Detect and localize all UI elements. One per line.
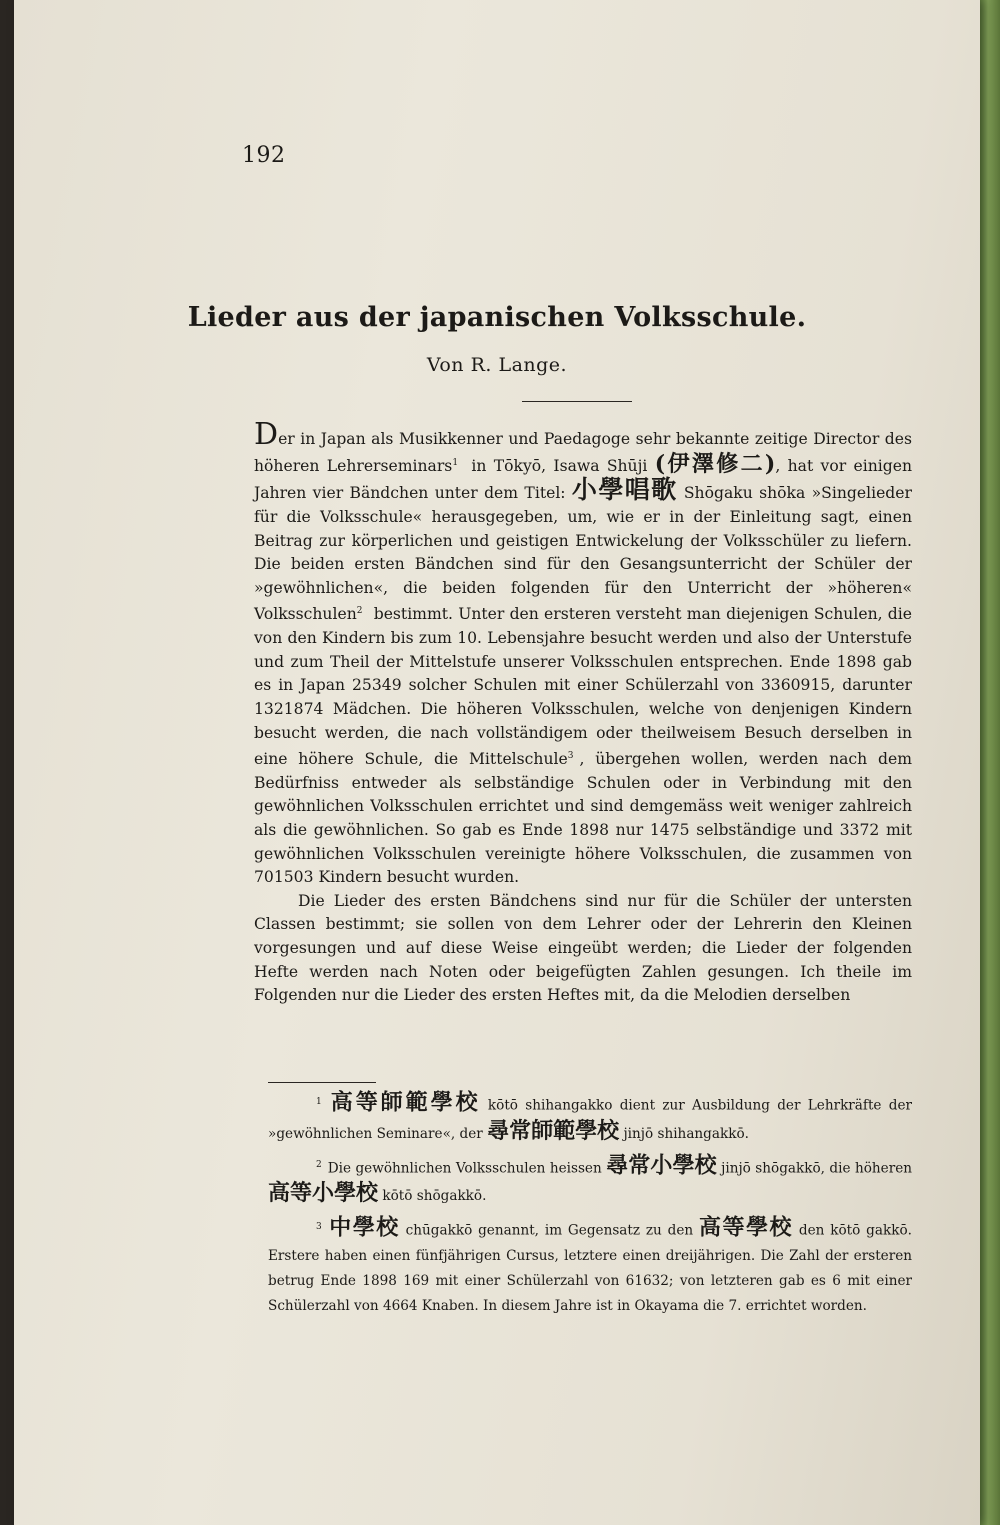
paragraph-1-text-c: , hat vor einigen Jahren vier Bändchen unter dem Titel:	[254, 456, 912, 503]
paragraph-1	[254, 417, 913, 890]
title-divider	[522, 401, 632, 402]
footnote-2	[268, 1153, 912, 1210]
japanese-book-title: 小學唱歌	[571, 475, 678, 505]
footnote-japanese-term: 高等小學校	[268, 1180, 379, 1207]
footnote-mark: 2	[316, 1159, 322, 1170]
book-page	[14, 0, 980, 1525]
footnote-text: kōtō shihangakko dient zur Ausbildung der Lehrkräfte der »gewöhnlichen Seminare«, der	[268, 1097, 912, 1142]
footnote-text: jinjō shōgakkō, die höheren	[716, 1160, 912, 1177]
paragraph-1-text-b: in Tōkyō, Isawa Shūji	[464, 456, 655, 475]
footnote-text: chūgakkō genannt, im Gegensatz zu den	[399, 1222, 699, 1239]
footnote-text: den kōtō gakkō. Erstere haben einen fünfjährigen Cursus, letztere einen dreijährigen. Die Zahl der ersteren betrug Ende 1898 169 mit einer Schülerzahl von 61632; von letzteren gab es 6 mit einer Schülerzahl von 4664 Knaben. In diesem Jahre ist in Okayama die 7. errichtet worden.	[268, 1222, 912, 1314]
paragraph-1-text-e: bestimmt. Unter den ersteren versteht man diejenigen Schulen, die von den Kindern bis zum 10. Lebensjahre besucht werden und also der Unterstufe und zum Theil der Mittelstufe unserer Volksschulen entsprechen. Ende 1898 gab es in Japan 25349 solcher Schulen mit einer Schülerzahl von 3360915, darunter 1321874 Mädchen. Die höheren Volksschulen, welche von denjenigen Kindern besucht werden, die nach vollständigem oder theilweisem Besuch derselben in eine höhere Schule, die Mittelschule	[254, 605, 912, 769]
footnote-japanese-term: 中學校	[327, 1214, 400, 1241]
book-cover-edge	[980, 0, 1000, 1525]
article-byline: Von R. Lange.	[426, 354, 568, 376]
footnote-text: Die gewöhnlichen Volksschulen heissen	[327, 1160, 607, 1177]
article-title: Lieder aus der japanischen Volksschule.	[187, 302, 807, 333]
paragraph-1-text-a: er in Japan als Musikkenner und Paedagoge sehr bekannte zeitige Director des höheren Lehrerseminars	[254, 430, 912, 475]
footnote-ref-1: 1	[452, 457, 459, 468]
footnote-text: kōtō shōgakkō.	[378, 1188, 487, 1205]
paragraph-2: Die Lieder des ersten Bändchens sind nur für die Schüler der untersten Classen bestimmt; sie sollen von dem Lehrer oder der Lehrerin den Kleinen vorgesungen und auf diese Weise eingeübt werden; die Lieder der folgenden Hefte werden nach Noten oder beigefügten Zahlen gesungen. Ich theile im Folgenden nur die Lieder des ersten Heftes mit, da die Melodien derselben	[254, 891, 912, 1005]
footnote-text: jinjō shihangakkō.	[619, 1125, 749, 1142]
footnote-japanese-term: 高等學校	[698, 1214, 794, 1241]
paragraph-1-text-f: , übergehen wollen, werden nach dem Bedürfniss entweder als selbständige Schulen oder in Verbindung mit den gewöhnlichen Volksschulen errichtet und sind demgemäss weit weniger zahlreich als die gewöhnlichen. So gab es Ende 1898 nur 1475 selbständige und 3372 mit gewöhnlichen Volksschulen vereinigte höhere Volksschulen, die zusammen von 701503 Kindern besucht wurden.	[254, 750, 913, 887]
paragraph-1-text-d: Shōgaku shōka »Singelieder für die Volksschule« herausgegeben, um, wie er in der Einleitung sagt, einen Beitrag zur körperlichen und geistigen Entwickelung der Volksschüler zu liefern. Die beiden ersten Bändchen sind für den Gesangsunterricht der Schüler der »gewöhnlichen«, die beiden folgenden für den Unterricht der »höheren« Volksschulen	[254, 484, 912, 624]
footnote-ref-3: 3	[567, 751, 574, 762]
footnote-1	[268, 1090, 912, 1147]
footnote-japanese-term: 尋常小學校	[606, 1152, 717, 1179]
footnotes	[268, 1090, 912, 1319]
footnote-3	[268, 1215, 912, 1319]
footnote-japanese-term: 尋常師範學校	[487, 1117, 620, 1144]
footnote-mark: 1	[316, 1097, 322, 1107]
footnote-mark: 3	[316, 1222, 322, 1233]
drop-cap: D	[254, 417, 279, 452]
footnote-japanese-term: 高等師範學校	[327, 1089, 481, 1116]
footnote-ref-2: 2	[356, 606, 363, 617]
page-number: 192	[242, 143, 286, 168]
footnote-divider	[268, 1082, 376, 1083]
japanese-name: (伊澤修二)	[654, 450, 776, 477]
article-body	[254, 417, 913, 1008]
